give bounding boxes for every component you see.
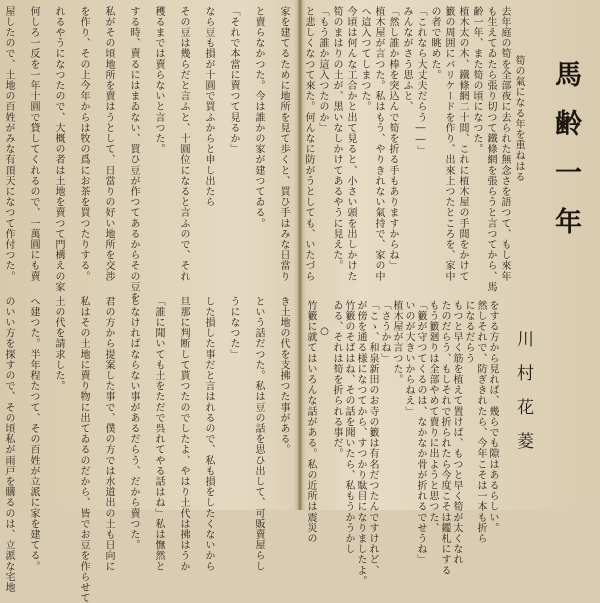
text-line: 何しろ一反を一年十圓で貸してくれるので、一萬圓にも賣: [28, 6, 39, 282]
text-line: の者で眺めた。: [429, 6, 440, 81]
text-line: しなければならない事があるだらう、だから賣つた。: [128, 296, 139, 551]
text-line: 籔の周囲にバリケードを作り、出來上つたところを、家中: [443, 6, 454, 282]
right-page: [301, 0, 600, 587]
text-line: へ建つた。半年程たつて、その百姓が立派に家を建てる。: [28, 296, 39, 572]
text-line: き土地の代を支拂つた事がある。: [278, 296, 289, 455]
text-line: 「然し誰か棒を突込んで筍を折る手もありますからね」: [387, 6, 398, 271]
text-line: へ這入つてしまつた。: [359, 6, 370, 112]
text-line: 土の代を請求した。: [53, 296, 64, 392]
text-line: 然しそれで、防ぎきれたら、今年こそは一本も折ら: [475, 300, 486, 544]
text-line: 筍のまはりの土が、黑いなしかけてあるやうに見えた。: [331, 6, 342, 271]
text-line: 「それで本當に賣つて見るか」: [228, 6, 239, 155]
text-line: 植木屋が言つた。: [391, 300, 402, 385]
right-page-upper-block: [301, 0, 531, 300]
right-page-lower-block: [301, 296, 501, 587]
text-line: れるやうになつたので、大概の者は土地を賣つて門構えの家: [53, 6, 64, 293]
text-line: のいい方を探すので、その頃私が雨戸を購るのは、立派な宅地: [3, 296, 14, 593]
text-line: 私がその頃地所を賣はうとして、日當りの好い地所を交渉: [103, 6, 114, 282]
text-line: 「もう誰か這入つたのか」: [317, 6, 328, 134]
text-line: 君の方から提案した事で、僕の方では水道出の土も日向に: [103, 296, 114, 572]
left-page: [0, 0, 299, 603]
text-line: ゐる、それは筍を折られる事だ。: [331, 300, 342, 459]
text-line: 植木太の木、鐵條網二十間、これに植木屋の手間をかけて: [457, 6, 468, 282]
text-line: 「こゝ、和泉新田のお寺の籔は有名だつたんですけれど、: [367, 300, 378, 576]
text-line: 「さうかね」: [379, 300, 390, 364]
text-line: という話だつた。私は豆の話を思ひ出して、可販賣屋らし: [253, 296, 264, 572]
text-line: 私はその土地に賣り物に出てゐるのだから、皆でお豆を作らせて: [78, 296, 89, 603]
text-line: その豆は幾らだと言ふと、十圓位になると言ふので、それ: [178, 6, 189, 282]
text-line: たのだらう、もしそれで折られたら今度こそは鑑札にする: [439, 300, 450, 576]
text-line: と悲しくなつて來た。何んなに防がうとしても、いたづら: [303, 6, 314, 282]
section-divider: ○: [319, 326, 330, 338]
text-line: 穫るまでは賣らないと言つた。: [153, 6, 164, 155]
text-line: した損した事だと言はれるので、私も損をしたくないから: [203, 296, 214, 572]
text-line: 屋したので、土地の百姓がみな有頂天になつて作付つた。: [3, 6, 14, 282]
text-line: もう籔廻りは全部やめて賣りに出ようと思つた、: [427, 300, 438, 534]
text-line: 今頃は何んな工合かと出て見ると、小さい頭を出しかけた: [345, 6, 356, 282]
text-line: と賣らなかつた。今は誰かの家が建つてゐる。: [253, 6, 264, 229]
text-line: が傍を通る様になつてから、すつかり駄目になりましたよ。: [355, 300, 366, 587]
left-page-lower-block: [0, 292, 299, 603]
text-line: なら豆も損が十圓で買ふからと申し出たら: [203, 6, 214, 208]
text-line: 「籔が守つてくるのは、なかなか骨が折れるでせうね」: [415, 300, 426, 565]
author-name: 川村花菱: [513, 330, 533, 466]
text-line: になるだらう: [463, 300, 474, 364]
text-line: いのが大きいからねえ」: [403, 300, 414, 417]
text-line: うになつた」: [228, 296, 239, 360]
text-line: をする方から見れば、幾らでも隙はあるらしい。: [487, 300, 498, 534]
text-line: 家を建てるために地所を見て歩くと、買ひ手はみな日當り: [278, 6, 289, 282]
text-line: を作り、その上今年からは牧の爲にお茶を買つたりする。: [78, 6, 89, 282]
text-line: 「これなら大丈夫だらう――」: [415, 6, 426, 157]
left-page-upper-block: [0, 0, 299, 303]
text-line: する時、賣るにはまゐない、買ひ豆が作つてあるからその豆を: [128, 6, 139, 303]
text-line: もつと早く筋を植えて置けば、もつと早く筍が太くなれ: [451, 300, 462, 565]
text-line: 去年庭の筍を全部夜に去られた無念さを語つて、もし來年: [499, 6, 510, 282]
text-line: 植木屋が言つた。私はもう、やりきれない氣持で、家の中: [373, 6, 384, 282]
text-line: 「誰に聞いても土をただで呉れてやる話はね」私は憮然と: [153, 296, 164, 572]
text-line: も生えてゐたら張り切つて鐵條網を張らうと言つてから、馬: [485, 6, 496, 293]
essay-title: 馬齢一年: [550, 60, 581, 256]
text-line: 齢一年、また筍の頃になつた。: [471, 6, 482, 155]
text-line: 竹籔のそばはね、その話を聞いたら、私もうかうかし: [343, 300, 354, 555]
text-line: みんながさう思ふと、: [401, 6, 412, 112]
text-line: 旦那に判断して貰つたのでしたよ、やはり土代は拂はうか: [178, 296, 189, 572]
text-line: 竹籔に就てはいろんな話がある。私の近所は震災の: [305, 300, 316, 544]
text-line: 筍の氣になる年を重ねはる: [513, 55, 524, 183]
